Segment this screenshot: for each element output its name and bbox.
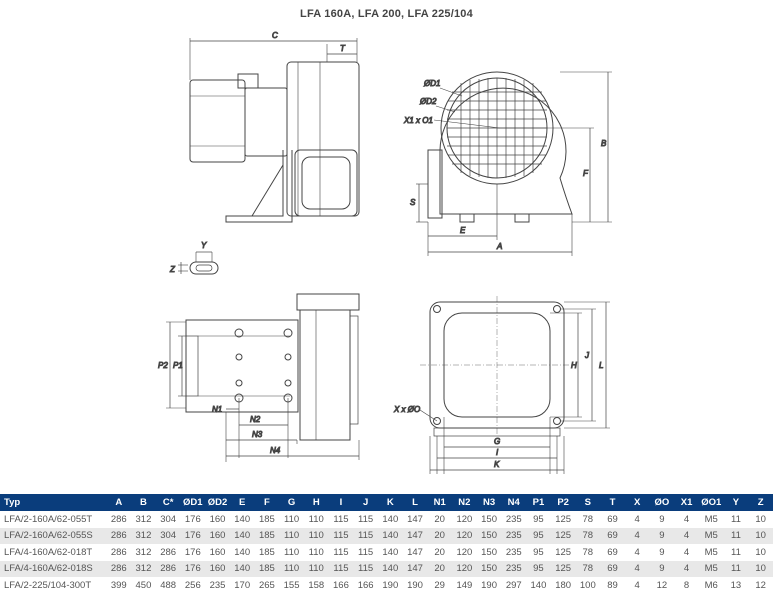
table-cell: 140	[234, 513, 251, 525]
table-cell: 9	[650, 528, 675, 545]
table-cell: 9	[650, 561, 675, 578]
dim-c-label: C	[272, 31, 278, 40]
dim-n4-label: N4	[270, 446, 281, 455]
table-row	[0, 528, 773, 545]
column-header: Z	[748, 494, 773, 511]
table-cell: 115	[353, 561, 378, 578]
table-cell: 125	[551, 561, 576, 578]
table-cell: 185	[255, 528, 280, 545]
table-row	[0, 561, 773, 578]
table-cell: 110	[283, 513, 300, 525]
x1o1-label: X1 x O1	[404, 116, 433, 125]
table-cell: 110	[283, 546, 300, 558]
table-cell: 115	[329, 561, 354, 578]
table-cell: 110	[308, 546, 324, 558]
table-cell: 20	[427, 528, 452, 545]
dim-h-label: H	[571, 361, 577, 370]
table-cell: 147	[403, 561, 428, 578]
table-cell: 286	[110, 513, 127, 525]
table-cell: 150	[481, 513, 497, 525]
table-cell: 115	[333, 513, 349, 525]
table-cell: 125	[555, 513, 572, 525]
dim-p1-label: P1	[173, 361, 183, 370]
column-header: C*	[156, 494, 181, 511]
row-type-cell: LFA/2-225/104-300T	[4, 579, 92, 591]
row-type-cell: LFA/2-160A/62-055T	[4, 513, 93, 525]
table-cell: 256	[184, 579, 201, 591]
table-cell: 10	[748, 561, 773, 578]
column-header: T	[600, 494, 625, 511]
table-cell: 115	[358, 513, 374, 525]
table-cell: 147	[403, 528, 428, 545]
table-cell: 160	[209, 513, 226, 525]
table-cell: 158	[308, 579, 325, 591]
table-cell: 110	[304, 528, 329, 545]
table-cell: 78	[582, 546, 594, 558]
outlet-view	[393, 296, 610, 474]
column-header: F	[255, 494, 280, 511]
table-cell: 78	[582, 513, 594, 525]
table-cell: 69	[607, 513, 618, 525]
column-header: P2	[551, 494, 576, 511]
table-cell: 29	[434, 579, 445, 591]
column-header: ØO	[650, 494, 675, 511]
table-cell: M6	[704, 579, 718, 591]
table-cell: 11	[731, 546, 741, 558]
column-header: S	[575, 494, 600, 511]
table-cell: 176	[184, 546, 201, 558]
column-header: P1	[526, 494, 551, 511]
dim-l-label: L	[599, 361, 604, 370]
column-header: H	[304, 494, 329, 511]
table-cell: 286	[110, 546, 127, 558]
column-header: X1	[674, 494, 699, 511]
drawing-title: LFA 160A, LFA 200, LFA 225/104	[300, 8, 473, 20]
table-cell: 140	[382, 513, 399, 525]
od1-label: ØD1	[424, 79, 441, 88]
table-cell: 170	[234, 579, 251, 591]
table-cell: 235	[505, 513, 522, 525]
table-cell: 11	[724, 561, 749, 578]
top-view	[158, 294, 359, 462]
column-header: N3	[477, 494, 502, 511]
table-cell: 140	[382, 546, 399, 558]
slot-detail	[169, 241, 218, 274]
dim-f-label: F	[583, 169, 588, 178]
dim-k-label: K	[494, 460, 500, 469]
table-cell: 12	[656, 579, 668, 591]
table-cell: 4	[683, 546, 690, 558]
table-cell: 4	[634, 579, 640, 591]
table-cell: 450	[135, 579, 152, 591]
table-cell: 304	[156, 528, 181, 545]
row-type-cell: LFA/2-160A/62-055S	[0, 528, 106, 545]
table-cell: 10	[755, 546, 766, 558]
table-cell: 13	[730, 579, 742, 591]
table-cell: M5	[704, 546, 718, 558]
dim-n2-label: N2	[250, 415, 261, 424]
table-cell: 95	[533, 546, 544, 558]
table-cell: 115	[353, 528, 378, 545]
table-cell: M5	[699, 528, 724, 545]
top-outlet-flange	[297, 294, 359, 310]
table-row	[0, 577, 773, 594]
table-cell: 312	[131, 561, 156, 578]
table-cell: 155	[283, 579, 300, 591]
column-header: ØO1	[699, 494, 724, 511]
table-cell: 286	[156, 561, 181, 578]
table-cell: 166	[333, 579, 349, 591]
column-header: Typ	[0, 494, 106, 511]
table-cell: 235	[505, 546, 522, 558]
table-cell: 69	[600, 528, 625, 545]
table-cell: 69	[607, 546, 618, 558]
table-cell: 140	[230, 528, 255, 545]
table-cell: 147	[407, 546, 423, 558]
motor-flange	[245, 88, 287, 156]
table-cell: 120	[456, 513, 473, 525]
column-header: N2	[452, 494, 477, 511]
od2-label: ØD2	[420, 97, 437, 106]
table-cell: 399	[110, 579, 127, 591]
top-housing	[300, 310, 350, 440]
table-cell: 95	[533, 513, 544, 525]
table-cell: 20	[427, 561, 452, 578]
table-cell: 78	[575, 561, 600, 578]
table-cell: 180	[555, 579, 572, 591]
table-cell: 190	[481, 579, 497, 591]
table-cell: 115	[358, 546, 374, 558]
table-cell: 488	[160, 579, 177, 591]
table-cell: 140	[530, 579, 547, 591]
dim-b-label: B	[601, 139, 607, 148]
table-cell: 150	[477, 528, 502, 545]
column-header: G	[279, 494, 304, 511]
table-cell: 4	[634, 546, 640, 558]
table-cell: 185	[258, 513, 275, 525]
dim-n1-label: N1	[212, 405, 223, 414]
dim-g-label: G	[494, 437, 501, 446]
table-cell: 286	[160, 546, 177, 558]
slot-outline	[190, 262, 218, 274]
table-row	[0, 544, 773, 561]
table-cell: 11	[731, 513, 741, 525]
dim-t-label: T	[340, 44, 345, 53]
table-cell: M5	[699, 561, 724, 578]
table-cell: 140	[378, 528, 403, 545]
table-cell: 149	[456, 579, 473, 591]
table-cell: 9	[659, 513, 665, 525]
terminal-box	[238, 74, 258, 88]
table-cell: 150	[477, 561, 502, 578]
table-cell: 100	[579, 579, 596, 591]
table-cell: 185	[255, 561, 280, 578]
dim-n3-label: N3	[252, 430, 263, 439]
table-cell: 110	[279, 528, 304, 545]
table-cell: 176	[180, 561, 205, 578]
table-cell: 115	[329, 528, 354, 545]
column-header: B	[131, 494, 156, 511]
table-cell: 150	[481, 546, 497, 558]
mounting-bracket	[226, 150, 292, 222]
table-cell: 10	[748, 528, 773, 545]
dim-a-label: A	[497, 242, 503, 251]
dim-p2-label: P2	[158, 361, 168, 370]
column-header: I	[329, 494, 354, 511]
side-view	[190, 31, 359, 222]
column-header: ØD2	[205, 494, 230, 511]
column-header: N4	[501, 494, 526, 511]
table-cell: 140	[378, 561, 403, 578]
table-cell: 69	[600, 561, 625, 578]
dim-y-label: Y	[201, 241, 207, 250]
table-cell: 11	[724, 528, 749, 545]
table-cell: 120	[452, 561, 477, 578]
column-header: J	[353, 494, 378, 511]
table-cell: 4	[674, 561, 699, 578]
table-cell: M5	[704, 513, 718, 525]
table-cell: 185	[258, 546, 275, 558]
table-cell: 286	[106, 528, 131, 545]
table-cell: 120	[456, 546, 473, 558]
table-cell: 10	[755, 513, 766, 525]
table-cell: 20	[434, 546, 445, 558]
table-cell: 4	[625, 561, 650, 578]
row-type-cell: LFA/4-160A/62-018T	[4, 546, 93, 558]
table-cell: 9	[659, 546, 665, 558]
column-header: X	[625, 494, 650, 511]
table-cell: 147	[407, 513, 423, 525]
table-cell: 4	[683, 513, 690, 525]
row-type-cell: LFA/4-160A/62-018S	[0, 561, 106, 578]
table-cell: 140	[234, 546, 251, 558]
table-cell: 265	[258, 579, 275, 591]
dim-j-label: J	[585, 351, 589, 360]
table-cell: 110	[308, 513, 324, 525]
table-cell: 110	[304, 561, 329, 578]
foot-left	[460, 214, 474, 222]
table-cell: 120	[452, 528, 477, 545]
mounting-holes	[235, 329, 292, 402]
table-cell: 125	[555, 546, 572, 558]
dim-z-label: Z	[170, 265, 175, 274]
table-cell: 95	[526, 561, 551, 578]
table-cell: 115	[333, 546, 349, 558]
xo-label: X x ØO	[394, 405, 421, 414]
table-cell: 312	[135, 546, 152, 558]
table-cell: 140	[230, 561, 255, 578]
column-header: L	[403, 494, 428, 511]
table-cell: 4	[634, 513, 640, 525]
column-header: ØD1	[180, 494, 205, 511]
table-cell: 235	[209, 579, 226, 591]
column-header: N1	[427, 494, 452, 511]
dim-e-label: E	[460, 226, 466, 235]
table-cell: 160	[205, 561, 230, 578]
column-header: Y	[724, 494, 749, 511]
table-cell: 4	[674, 528, 699, 545]
table-cell: 190	[382, 579, 399, 591]
motor-body	[190, 80, 245, 162]
table-cell: 286	[106, 561, 131, 578]
front-view	[403, 72, 612, 256]
dim-s-label: S	[410, 198, 416, 207]
table-cell: 4	[625, 528, 650, 545]
table-cell: 89	[607, 579, 618, 591]
table-cell: 176	[180, 528, 205, 545]
table-cell: 20	[434, 513, 445, 525]
table-cell: 8	[683, 579, 690, 591]
table-cell: 312	[131, 528, 156, 545]
table-cell: 166	[357, 579, 374, 591]
table-cell: 95	[526, 528, 551, 545]
table-cell: 235	[501, 528, 526, 545]
outlet-inner-side	[302, 157, 350, 209]
table-cell: 297	[505, 579, 522, 591]
foot-right	[515, 214, 529, 222]
table-cell: 160	[209, 546, 226, 558]
table-cell: 110	[279, 561, 304, 578]
column-header: A	[106, 494, 131, 511]
table-body	[0, 511, 773, 594]
table-cell: 78	[575, 528, 600, 545]
base-plate	[186, 320, 298, 412]
dim-i-label: I	[496, 448, 499, 457]
table-cell: 160	[205, 528, 230, 545]
table-cell: 312	[135, 513, 152, 525]
column-header: E	[230, 494, 255, 511]
table-cell: 176	[184, 513, 201, 525]
table-header-row	[0, 494, 773, 511]
table-cell: 125	[551, 528, 576, 545]
table-cell: 190	[407, 579, 423, 591]
table-cell: 235	[501, 561, 526, 578]
table-row	[0, 511, 773, 528]
table-cell: 12	[755, 579, 766, 591]
dimensions-table	[0, 494, 773, 594]
column-header: K	[378, 494, 403, 511]
table-cell: 304	[160, 513, 177, 525]
